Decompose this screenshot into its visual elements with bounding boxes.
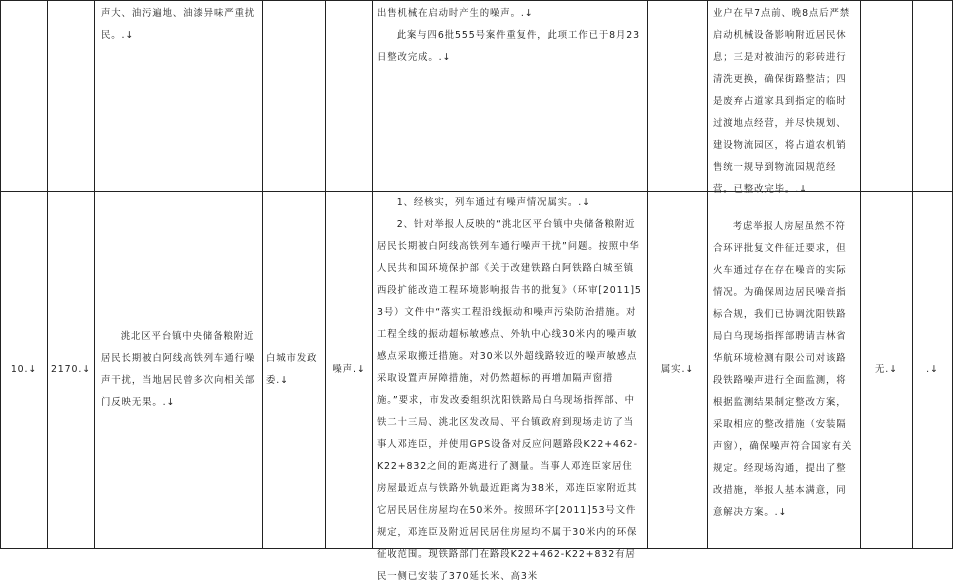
- table-border-top: [0, 0, 953, 1]
- column-divider: [94, 0, 95, 549]
- column-divider: [372, 0, 373, 549]
- case-number: 2170.↓: [50, 364, 92, 375]
- column-divider: [707, 0, 708, 549]
- prev-process-text-2: 此案与四6批555号案件重复件，此项工作已于8月23日整改完成。.↓: [377, 30, 641, 63]
- prev-process-text-1: 出售机械在启动时产生的噪声。.↓: [377, 8, 534, 19]
- pollution-category: 噪声.↓: [332, 364, 366, 375]
- responsible-unit: 白城市发政委.↓: [266, 353, 318, 386]
- result-text: 考虑举报人房屋虽然不符合环评批复文件征迁要求，但火车通过存在存在噪音的实际情况。为确保周边居民噪音指标合规，我们已协调沈阳铁路局白乌现场指挥部聘请吉林省华航环境检测有限公司对该路段铁路噪声进行全面监测，将根据监测结果制定整改方案，采取相应的整改措施（安装隔声窗），确保噪声符合国家有关规定。经现场沟通，提出了整改措施，举报人基本满意，同意解决方案。.↓: [713, 221, 853, 518]
- verification-status: 属实.↓: [660, 364, 695, 375]
- process-text-1: 1、经核实，列车通过有噪声情况属实。.↓: [396, 197, 591, 208]
- complaint-text: 洮北区平台镇中央储备粮附近居民长期被白阿线高铁列车通行噪声干扰，当地居民曾多次向相关部门反映无果。.↓: [101, 331, 256, 408]
- row-index: 10.↓: [10, 364, 38, 375]
- remark-text: .↓: [926, 364, 939, 375]
- penalty-text: 无.↓: [875, 364, 898, 375]
- process-text-2: 2、针对举报人反映的“洮北区平台镇中央储备粮附近居民长期被白阿线高铁列车通行噪声干扰”问题。按照中华人民共和国环境保护部《关于改建铁路白阿铁路白城至镇西段扩能改造工程环境影响报告书的批复》（环审[2011]53号）文件中“落实工程沿线振动和噪声污染防治措施。对工程全线的振动超标敏感点、外轨中心线30米内的噪声敏感点采取搬迁措施。对30米以外超线路较近的噪声敏感点采取设置声屏障措施，对仍然超标的再增加隔声窗措施。”要求，市发改委组织沈阳铁路局白乌现场指挥部、中铁二十三局、洮北区发改局、平台镇政府到现场走访了当事人邓连臣，并使用GPS设备对反应问题路段K22+462-K22+832之间的距离进行了测量。当事人邓连臣家居住房屋最近点与铁路外轨最近距离为38米，邓连臣家附近其它居民居住房屋均在50米外。按照环字[2011]53号文件规定，邓连臣及附近居民居住房屋均不属于30米内的环保征收范围。现铁路部门在路段K22+462-K22+832有居民一侧已安装了370延长米、高3米: [377, 219, 642, 582]
- prev-result-text: 业户在早7点前、晚8点后严禁启动机械设备影响附近居民休息；三是对被油污的彩砖进行清洗更换，确保街路整洁；四是废弃占道家具到指定的临时过渡地点经营，并尽快规划、建设物流园区，将占道农机销售统一规导到物流园规范经营。已整改完毕。.↓: [713, 8, 851, 195]
- prev-complaint-text: 声大、油污遍地、油漆异味严重扰民。.↓: [101, 8, 256, 41]
- column-divider: [262, 0, 263, 549]
